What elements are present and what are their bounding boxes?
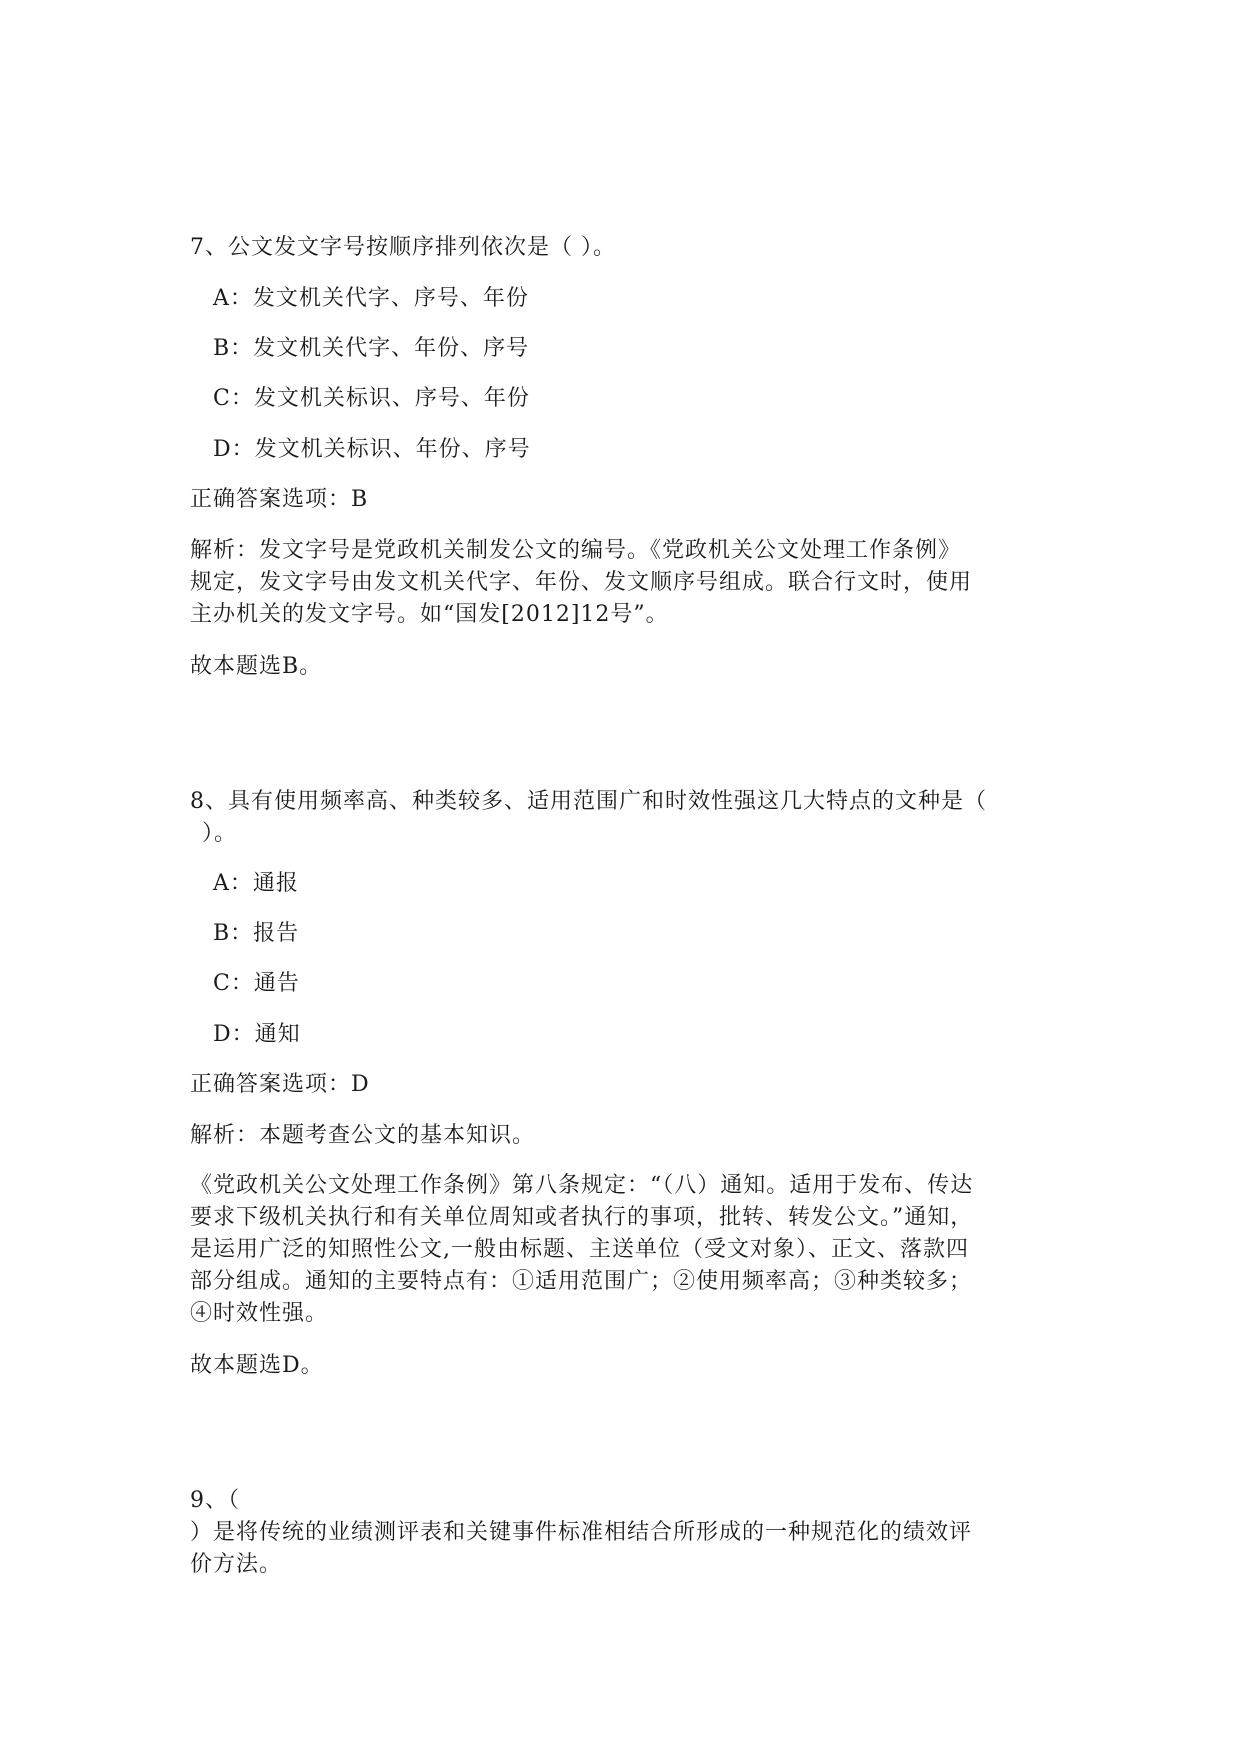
- question-7-option-d: D：发文机关标识、年份、序号: [213, 437, 531, 462]
- question-8-text: [190, 786, 1050, 850]
- analysis-line: 规定，发文字号由发文机关代字、年份、发文顺序号组成。联合行文时，使用: [190, 570, 973, 595]
- question-7-option-b: B：发文机关代字、年份、序号: [213, 336, 530, 361]
- question-7-analysis: [190, 535, 1050, 631]
- question-8-answer: 正确答案选项：D: [190, 1072, 370, 1097]
- question-7-option-c: C：发文机关标识、序号、年份: [213, 386, 530, 411]
- question-7-option-a: A：发文机关代字、序号、年份: [213, 286, 529, 311]
- analysis-line: ④时效性强。: [190, 1301, 329, 1326]
- question-7-conclusion: 故本题选B。: [190, 654, 323, 679]
- question-8-option-b: B：报告: [213, 921, 300, 946]
- analysis-line: 《党政机关公文处理工作条例》第八条规定：“（八）通知。适用于发布、传达: [190, 1173, 974, 1198]
- question-8-analysis-intro: 解析：本题考查公文的基本知识。: [190, 1123, 536, 1148]
- question-9-text: [190, 1485, 1050, 1581]
- question-8-option-c: C：通告: [213, 971, 300, 996]
- question-7-answer: 正确答案选项：B: [190, 487, 369, 512]
- question-8-conclusion: 故本题选D。: [190, 1353, 324, 1378]
- question-line: 价方法。: [190, 1552, 283, 1577]
- analysis-line: 部分组成。通知的主要特点有：①适用范围广；②使用频率高；③种类较多；: [190, 1269, 973, 1294]
- analysis-line: 主办机关的发文字号。如“国发[2012]12号”。: [190, 602, 669, 627]
- question-8-option-a: A：通报: [213, 871, 299, 896]
- question-line: ）是将传统的业绩测评表和关键事件标准相结合所形成的一种规范化的绩效评: [190, 1520, 973, 1545]
- analysis-line: 解析：发文字号是党政机关制发公文的编号。《党政机关公文处理工作条例》: [190, 538, 962, 563]
- question-7-text: 7、公文发文字号按顺序排列依次是（ ）。: [190, 235, 616, 260]
- question-line: 8、具有使用频率高、种类较多、适用范围广和时效性强这几大特点的文种是（: [190, 789, 987, 814]
- question-8-analysis: [190, 1170, 1050, 1330]
- analysis-line: 要求下级机关执行和有关单位周知或者执行的事项，批转、转发公文。”通知，: [190, 1205, 974, 1230]
- question-line: 9、（: [190, 1488, 240, 1513]
- question-line: ）。: [202, 821, 238, 846]
- analysis-line: 是运用广泛的知照性公文,一般由标题、主送单位（受文对象）、正文、落款四: [190, 1237, 969, 1262]
- question-8-option-d: D：通知: [213, 1022, 301, 1047]
